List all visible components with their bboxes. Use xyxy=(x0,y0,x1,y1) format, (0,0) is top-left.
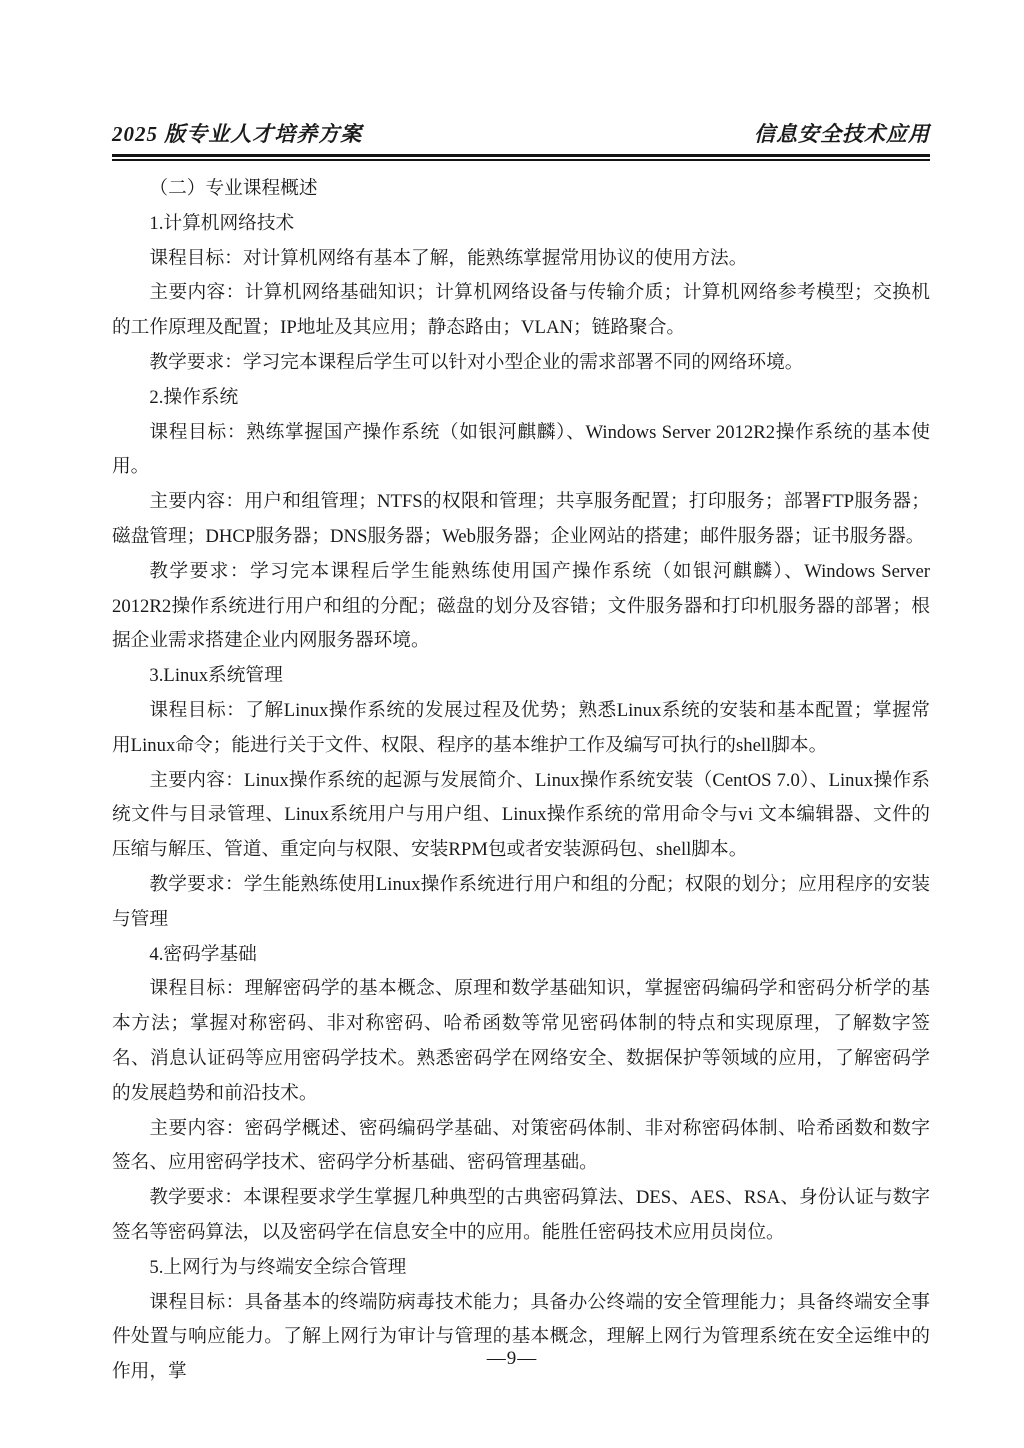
page-number: —9— xyxy=(486,1348,538,1369)
paragraph: 课程目标：了解Linux操作系统的发展过程及优势；熟悉Linux系统的安装和基本配置；掌握常用Linux命令；能进行关于文件、权限、程序的基本维护工作及编写可执行的shell脚本。 xyxy=(112,699,930,756)
paragraph: 课程目标：对计算机网络有基本了解，能熟练掌握常用协议的使用方法。 xyxy=(149,247,748,269)
header-left-title: 2025 版专业人才培养方案 xyxy=(112,122,363,146)
page-header xyxy=(112,118,930,161)
course-heading: 4.密码学基础 xyxy=(149,943,257,965)
course-heading: 3.Linux系统管理 xyxy=(149,665,283,687)
section-heading: （二）专业课程概述 xyxy=(149,178,318,199)
paragraph: 课程目标：具备基本的终端防病毒技术能力；具备办公终端的安全管理能力；具备终端安全事件处置与响应能力。了解上网行为审计与管理的基本概念，理解上网行为管理系统在安全运维中的作用，掌 xyxy=(112,1291,930,1383)
paragraph: 主要内容：密码学概述、密码编码学基础、对策密码体制、非对称密码体制、哈希函数和数字签名、应用密码学技术、密码学分析基础、密码管理基础。 xyxy=(112,1117,930,1174)
paragraph: 教学要求：学生能熟练使用Linux操作系统进行用户和组的分配；权限的划分；应用程序的安装与管理 xyxy=(112,873,930,930)
paragraph: 主要内容：用户和组管理；NTFS的权限和管理；共享服务配置；打印服务；部署FTP服务器；磁盘管理；DHCP服务器；DNS服务器；Web服务器；企业网站的搭建；邮件服务器；证书服务器。 xyxy=(112,491,930,547)
header-right-title: 信息安全技术应用 xyxy=(754,122,930,146)
paragraph: 课程目标：理解密码学的基本概念、原理和数学基础知识，掌握密码编码学和密码分析学的基本方法；掌握对称密码、非对称密码、哈希函数等常见密码体制的特点和实现原理，了解数字签名、消息认证码等应用密码学技术。熟悉密码学在网络安全、数据保护等领域的应用，了解密码学的发展趋势和前沿技术。 xyxy=(112,978,930,1104)
paragraph: 课程目标：熟练掌握国产操作系统（如银河麒麟）、Windows Server 2012R2操作系统的基本使用。 xyxy=(112,421,930,478)
paragraph: 教学要求：学习完本课程后学生能熟练使用国产操作系统（如银河麒麟）、Windows Server 2012R2操作系统进行用户和组的分配；磁盘的划分及容错；文件服务器和打印机服务器的部署；根据企业需求搭建企业内网服务器环境。 xyxy=(112,560,930,652)
course-heading: 1.计算机网络技术 xyxy=(149,212,295,234)
course-heading: 2.操作系统 xyxy=(149,386,239,408)
course-heading: 5.上网行为与终端安全综合管理 xyxy=(149,1256,407,1278)
page-footer xyxy=(0,1348,1024,1370)
document-body xyxy=(112,172,930,1390)
paragraph: 教学要求：本课程要求学生掌握几种典型的古典密码算法、DES、AES、RSA、身份认证与数字签名等密码算法，以及密码学在信息安全中的应用。能胜任密码技术应用员岗位。 xyxy=(112,1187,930,1243)
paragraph: 教学要求：学习完本课程后学生可以针对小型企业的需求部署不同的网络环境。 xyxy=(149,351,804,373)
header-double-rule xyxy=(112,154,930,161)
paragraph: 主要内容：计算机网络基础知识；计算机网络设备与传输介质；计算机网络参考模型；交换机的工作原理及配置；IP地址及其应用；静态路由；VLAN；链路聚合。 xyxy=(112,282,930,339)
paragraph: 主要内容：Linux操作系统的起源与发展简介、Linux操作系统安装（CentOS 7.0）、Linux操作系统文件与目录管理、Linux系统用户与用户组、Linux操作系统的常用命令与vi 文本编辑器、文件的压缩与解压、管道、重定向与权限、安装RPM包或者安装源码包、shell脚本。 xyxy=(112,769,930,861)
